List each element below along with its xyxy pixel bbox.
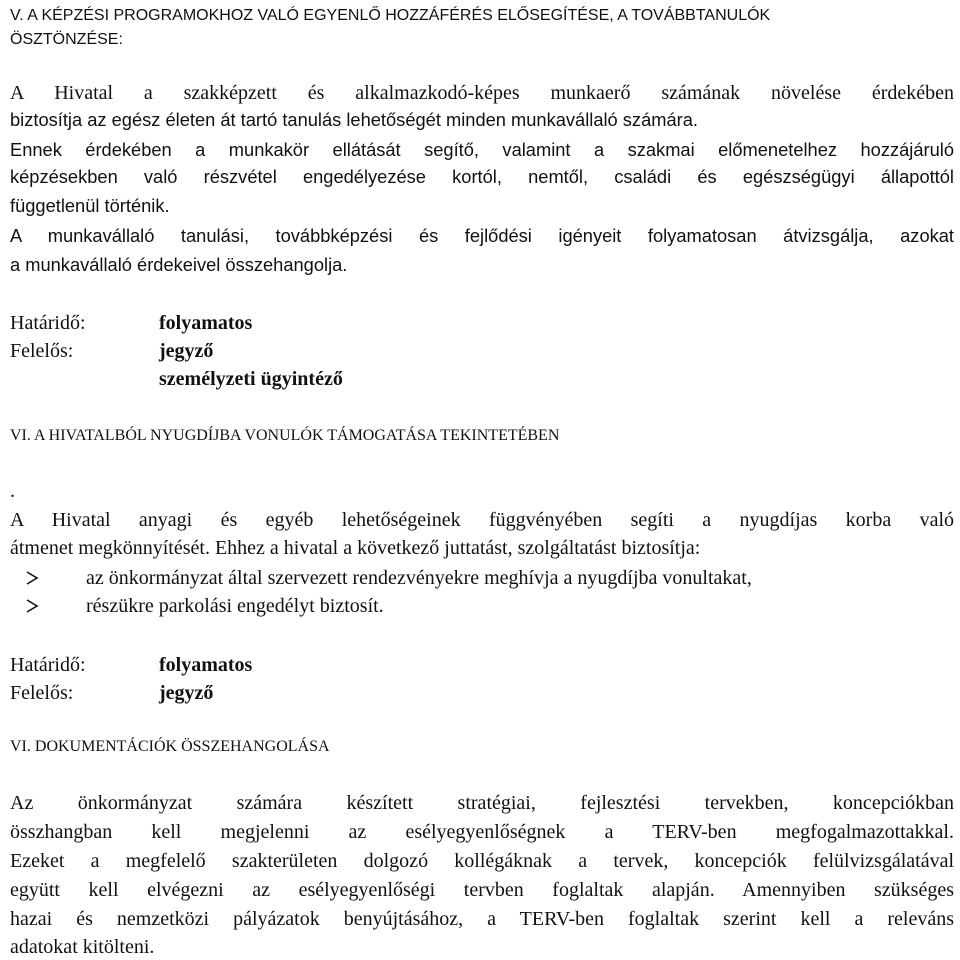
section-6b-line: együtt kell elvégezni az esélyegyenlőségi tervben foglaltak alapján. Amennyiben szükséges: [10, 879, 954, 901]
section-6b-heading: VI. DOKUMENTÁCIÓK ÖSSZEHANGOLÁSA: [10, 738, 330, 755]
section-6a-responsible-value: jegyző: [159, 682, 214, 704]
section-5-heading-line-2: ÖSZTÖNZÉSE:: [10, 31, 123, 48]
section-5-intro-line-1: A Hivatal a szakképzett és alkalmazkodó-képes munkaerő számának növelése érdekében: [10, 82, 954, 104]
section-6a-body-line-2: átmenet megkönnyítését. Ehhez a hivatal a következő juttatást, szolgáltatást biztosítja:: [10, 537, 701, 559]
section-6b-line: adatokat kitölteni.: [10, 936, 155, 958]
section-6a-deadline-label: Határidő:: [10, 654, 86, 676]
section-5-deadline-value: folyamatos: [159, 312, 253, 334]
section-6b-line: Az önkormányzat számára készített stratégiai, fejlesztési tervekben, koncepciókban: [10, 792, 954, 814]
section-6a-dot: .: [10, 480, 15, 502]
section-5-responsible-value-1: jegyző: [159, 340, 214, 362]
section-5-intro-line-2: biztosítja az egész életen át tartó tanulás lehetőségét minden munkavállaló számára.: [10, 109, 698, 130]
bullet-text: az önkormányzat által szervezett rendezvényekre meghívja a nyugdíjba vonultakat,: [86, 567, 752, 589]
arrowhead-bullet-icon: [25, 598, 39, 614]
bullet-item: [10, 593, 954, 619]
arrowhead-bullet-icon: [25, 570, 39, 586]
section-5-para-3-line-1: A munkavállaló tanulási, továbbképzési és fejlődési igényeit folyamatosan átvizsgálja, azokat: [10, 225, 954, 246]
bullet-text: részükre parkolási engedélyt biztosít.: [86, 595, 384, 617]
section-5-para-2-line-3: függetlenül történik.: [10, 195, 170, 216]
section-5-responsible-value-2: személyzeti ügyintéző: [159, 368, 343, 390]
section-6a-responsible-label: Felelős:: [10, 682, 74, 704]
section-5-para-2-line-2: képzésekben való részvétel engedélyezése kortól, nemtől, családi és egészségügyi állapottól: [10, 166, 954, 187]
section-5-deadline-label: Határidő:: [10, 312, 86, 334]
section-5-para-2-line-1: Ennek érdekében a munkakör ellátását segítő, valamint a szakmai előmenetelhez hozzájáruló: [10, 139, 954, 160]
section-5-heading-line-1: V. A KÉPZÉSI PROGRAMOKHOZ VALÓ EGYENLŐ HOZZÁFÉRÉS ELŐSEGÍTÉSE, A TOVÁBBTANULÓK: [10, 7, 771, 24]
section-6a-body-line-1: A Hivatal anyagi és egyéb lehetőségeinek függvényében segíti a nyugdíjas korba való: [10, 509, 954, 531]
section-6b-line: összhangban kell megjelenni az esélyegyenlőségnek a TERV-ben megfogalmazottakkal.: [10, 821, 954, 843]
section-6a-heading: VI. A HIVATALBÓL NYUGDÍJBA VONULÓK TÁMOGATÁSA TEKINTETÉBEN: [10, 427, 560, 444]
section-6b-line: Ezeket a megfelelő szakterületen dolgozó kollégáknak a tervek, koncepciók felülvizsgálatával: [10, 850, 954, 872]
bullet-item: [10, 565, 954, 591]
section-6a-deadline-value: folyamatos: [159, 654, 253, 676]
section-6b-line: hazai és nemzetközi pályázatok benyújtásához, a TERV-ben foglaltak szerint kell a releváns: [10, 908, 954, 930]
section-5-responsible-label: Felelős:: [10, 340, 74, 362]
section-5-para-3-line-2: a munkavállaló érdekeivel összehangolja.: [10, 254, 348, 275]
